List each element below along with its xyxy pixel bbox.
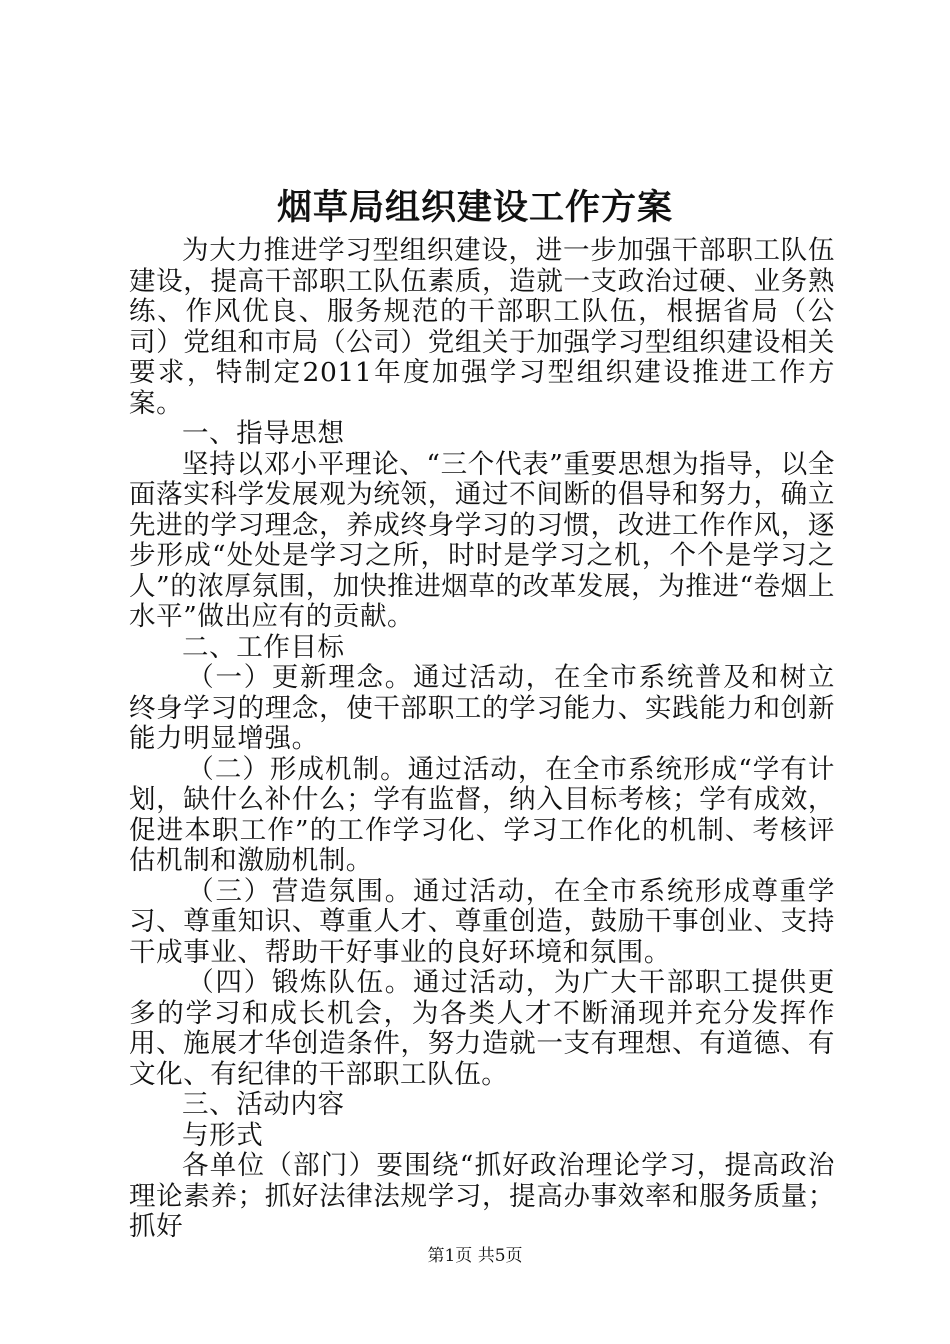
section-heading-continuation: 与形式 — [182, 1119, 264, 1151]
document-body — [129, 236, 835, 1243]
goal-item-4: （四）锻炼队伍。通过活动，为广大干部职工提供更多的学习和成长机会，为各类人才不断涌现并充分发挥作用、施展才华创造条件，努力造就一支有理想、有道德、有文化、有纪律的干部职工队伍。 — [129, 967, 835, 1090]
section-heading-activity-content: 三、活动内容 — [182, 1089, 345, 1120]
document-title: 烟草局组织建设工作方案 — [276, 187, 673, 228]
guiding-ideology-paragraph: 坚持以邓小平理论、“三个代表”重要思想为指导，以全面落实科学发展观为统领，通过不间断的倡导和努力，确立先进的学习理念，养成终身学习的习惯，改进工作作风，逐步形成“处处是学习之所，时时是学习之机，个个是学习之人”的浓厚氛围，加快推进烟草的改革发展，为推进“卷烟上水平”做出应有的贡献。 — [129, 448, 835, 632]
page-footer: 第1页 共5页 — [427, 1246, 523, 1266]
goal-item-3: （三）营造氛围。通过活动，在全市系统形成尊重学习、尊重知识、尊重人才、尊重创造，鼓励干事创业、支持干成事业、帮助干好事业的良好环境和氛围。 — [129, 875, 835, 968]
activity-content-paragraph: 各单位（部门）要围绕“抓好政治理论学习，提高政治理论素养；抓好法律法规学习，提高办事效率和服务质量；抓好 — [129, 1150, 835, 1242]
section-heading-guiding-ideology: 一、指导思想 — [182, 418, 345, 449]
section-heading-work-goals: 二、工作目标 — [182, 631, 345, 663]
goal-item-2: （二）形成机制。通过活动，在全市系统形成“学有计划，缺什么补什么；学有监督，纳入目标考核；学有成效，促进本职工作”的工作学习化、学习工作化的机制、考核评估机制和激励机制。 — [129, 753, 835, 876]
goal-item-1: （一）更新理念。通过活动，在全市系统普及和树立终身学习的理念，使干部职工的学习能力、实践能力和创新能力明显增强。 — [129, 662, 835, 754]
intro-paragraph: 为大力推进学习型组织建设，进一步加强干部职工队伍建设，提高干部职工队伍素质，造就一支政治过硬、业务熟练、作风优良、服务规范的干部职工队伍，根据省局（公司）党组和市局（公司）党组关于加强学习型组织建设相关要求，特制定2011年度加强学习型组织建设推进工作方案。 — [129, 235, 835, 419]
